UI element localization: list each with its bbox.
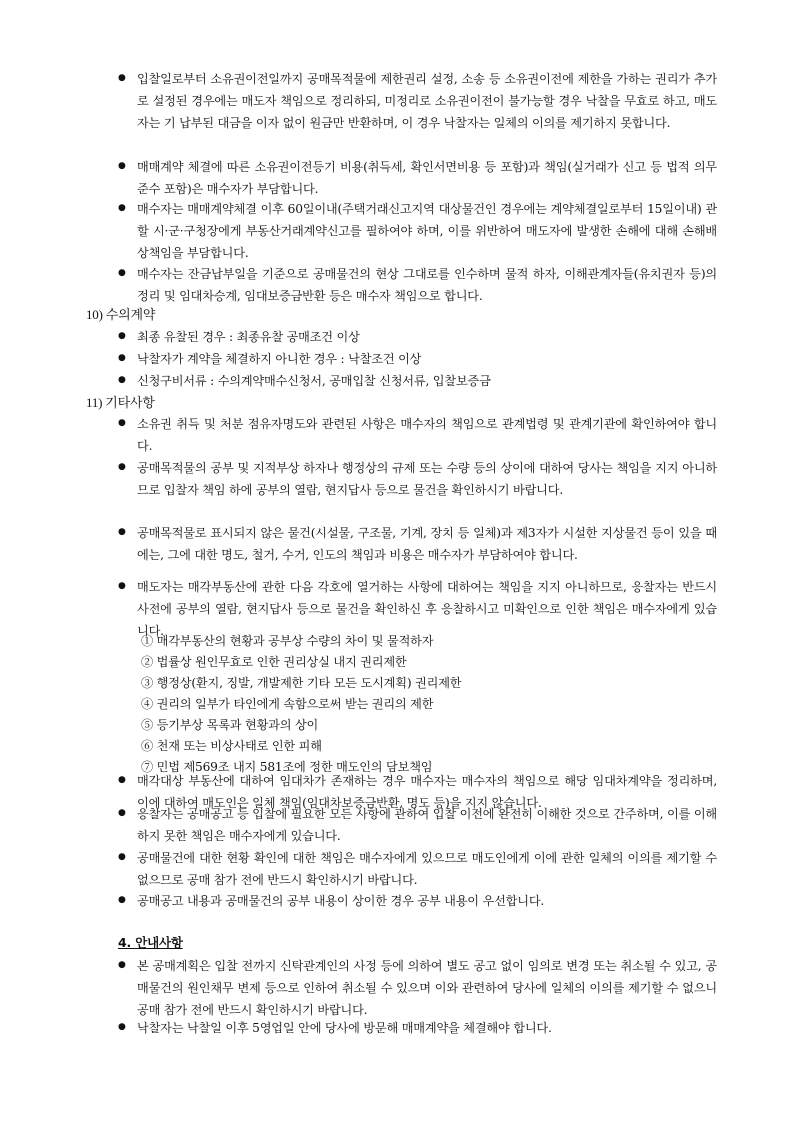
pre-item-text: 입찰일로부터 소유권이전일까지 공매목적물에 제한권리 설정, 소송 등 소유권이전에 제한을 가하는 권리가 추가로 설정된 경우에는 매도자 책임으로 정리하되, 미정리로 소유권이전이 불가능할 경우 낙찰을 무효로 하고, 매도자는 기 납부된 대금을 이자 없이 원금만 반환하며, 이 경우 낙찰자는 일체의 이의를 제기하지 못합니다. (137, 72, 717, 130)
bullet-icon: ● (118, 852, 126, 862)
document-page: ● 입찰일로부터 소유권이전일까지 공매목적물에 제한권리 설정, 소송 등 소유권이전에 제한을 가하는 권리가 추가로 설정된 경우에는 매도자 책임으로 정리하되, 미정리로 소유권이전이 불가능할 경우 낙찰을 무효로 하고, 매도자는 기 납부된 대금을 이자 없이 원금만 반환하며, 이 경우 낙찰자는 일체의 이의를 제기하지 못합니다. ● 매매계약 체결에 따른 소유권이전등기 비용(취득세, 확인서면비용 등 포함)과 책임(실거래가 신고 등 법적 의무 준수 포함)은 매수자가 부담합니다. ● 매수자는 매매계약체결 이후 60일이내(주택거래신고지역 대상물건인 경우에는 계약체결일로부터 15일이내) 관할 시·군·구청장에게 부동산거래계약신고를 필하여야 하며, 이를 위반하여 매도자에 발생한 손해에 대해 손해배상책임을 부담합니다. ● 매수자는 잔금납부일을 기준으로 공매물건의 현상 그대로를 인수하며 물적 하자, 이해관계자들(유치권자 등)의 정리 및 임대차승계, 임대보증금반환 등은 매수자 책임으로 합니다. 10) 수의계약 ● 최종 유찰된 경우 : 최종유찰 공매조건 이상 ● 낙찰자가 계약을 체결하지 아니한 경우 : 낙찰조건 이상 ● 신청구비서류 : 수의계약매수신청서, 공매입찰 신청서류, 입찰보증금 11) 기타사항 ● 소유권 취득 및 처분 점유자명도와 관련된 사항은 매수자의 책임으로 관계법령 및 관계기관에 확인하여야 합니다. ● 공매목적물의 공부 및 지적부상 하자나 행정상의 규제 또는 수량 등의 상이에 대하여 당사는 책임을 지지 아니하므로 입찰자 책임 하에 공부의 열람, 현지답사 등으로 물건을 확인하시기 바랍니다. ● 공매목적물로 표시되지 않은 물건(시설물, 구조물, 기계, 장치 등 일체)과 제3자가 시설한 지상물건 등이 있을 때에는, 그에 대한 명도, 철거, 수거, 인도의 책임과 비용은 매수자가 부담하여야 합니다. ● 매도자는 매각부동산에 관한 다음 각호에 열거하는 사항에 대하여는 책임을 지지 아니하므로, 응찰자는 반드시 사전에 공부의 열람, 현지답사 등으로 물건을 확인하신 후 응찰하시고 미확인으로 인한 책임은 매수자에게 있습니다. ① 매각부동산의 현황과 공부상 수량의 차이 및 물적하자 ② 법률상 원인무효로 인한 권리상실 내지 권리제한 ③ 행정상(환지, 징발, 개발제한 기타 모든 도시계획) 권리제한 ④ 권리의 일부가 타인에게 속함으로써 받는 권리의 제한 ⑤ 등기부상 목록과 현황과의 상이 ⑥ 천재 또는 비상사태로 인한 피해 ⑦ 민법 제569조 내지 581조에 정한 매도인의 담보책임 ● 매각대상 부동산에 대하여 임대차가 존재하는 경우 매수자는 매수자의 책임으로 해당 임대차계약을 정리하며, 이에 대하여 매도인은 일체 책임(임대차보증금반환, 명도 등)을 지지 않습니다. ● 응찰자는 공매공고 등 입찰에 필요한 모든 사항에 관하여 입찰 이전에 완전히 이해한 것으로 간주하며, 이를 이해하지 못한 책임은 매수자에게 있습니다. ● 공매물건에 대한 현황 확인에 대한 책임은 매수자에게 있으므로 매도인에게 이에 관한 일체의 이의를 제기할 수 없으므로 공매 참가 전에 반드시 확인하시기 바랍니다. ● 공매공고 내용과 공매물건의 공부 내용이 상이한 경우 공부 내용이 우선합니다. 4. 안내사항 ● 본 공매계획은 입찰 전까지 신탁관계인의 사정 등에 의하여 별도 공고 없이 임의로 변경 또는 취소될 수 있고, 공매물건의 원인채무 변제 등으로 인하여 취소될 수 있으며 이와 관련하여 당사에 일체의 이의를 제기할 수 없으니 공매 참가 전에 반드시 확인하시기 바랍니다. ● 낙찰자는 낙찰일 이후 5영업일 안에 당사에 방문해 매매계약을 체결해야 합니다. (0, 0, 793, 1121)
pre-item-text: 매수자는 매매계약체결 이후 60일이내(주택거래신고지역 대상물건인 경우에는 계약체결일로부터 15일이내) 관할 시·군·구청장에게 부동산거래계약신고를 필하여야 하며, 이를 위반하여 매도자에 발생한 손해에 대해 손해배상책임을 부담합니다. (137, 202, 717, 260)
bullet-icon: ● (118, 1022, 126, 1032)
bullet-icon: ● (118, 353, 126, 363)
sub-item-1: ① 매각부동산의 현황과 공부상 수량의 차이 및 물적하자 (141, 634, 434, 648)
bullet-icon: ● (118, 418, 126, 428)
bullet-icon: ● (118, 73, 126, 83)
bullet-icon: ● (118, 960, 126, 970)
sub-item-3: ③ 행정상(환지, 징발, 개발제한 기타 모든 도시계획) 권리제한 (141, 676, 462, 690)
bullet-icon: ● (118, 581, 126, 591)
sub-item-4: ④ 권리의 일부가 타인에게 속함으로써 받는 권리의 제한 (141, 697, 434, 711)
bullet-icon: ● (118, 775, 126, 785)
sub-item-6: ⑥ 천재 또는 비상사태로 인한 피해 (141, 739, 322, 753)
sub-item-2: ② 법률상 원인무효로 인한 권리상실 내지 권리제한 (141, 655, 407, 669)
bullet-icon: ● (118, 895, 126, 905)
pre-item-text: 매매계약 체결에 따른 소유권이전등기 비용(취득세, 확인서면비용 등 포함)과 책임(실거래가 신고 등 법적 의무 준수 포함)은 매수자가 부담합니다. (137, 160, 717, 196)
bullet-icon: ● (118, 268, 126, 278)
bullet-icon: ● (118, 161, 126, 171)
section-4-heading: 4. 안내사항 (118, 935, 183, 950)
sub-item-5: ⑤ 등기부상 목록과 현황과의 상이 (141, 718, 319, 732)
section-10-heading: 10) 수의계약 (86, 307, 156, 322)
bullet-icon: ● (118, 527, 126, 537)
section-11-heading: 11) 기타사항 (86, 395, 155, 410)
bullet-icon: ● (118, 462, 126, 472)
bullet-icon: ● (118, 331, 126, 341)
pre-item-text: 매수자는 잔금납부일을 기준으로 공매물건의 현상 그대로를 인수하며 물적 하자, 이해관계자들(유치권자 등)의 정리 및 임대차승계, 임대보증금반환 등은 매수자 책임으로 합니다. (137, 267, 717, 303)
bullet-icon: ● (118, 808, 126, 818)
bullet-icon: ● (118, 203, 126, 213)
sub-item-7: ⑦ 민법 제569조 내지 581조에 정한 매도인의 담보책임 (141, 760, 433, 774)
bullet-icon: ● (118, 375, 126, 385)
